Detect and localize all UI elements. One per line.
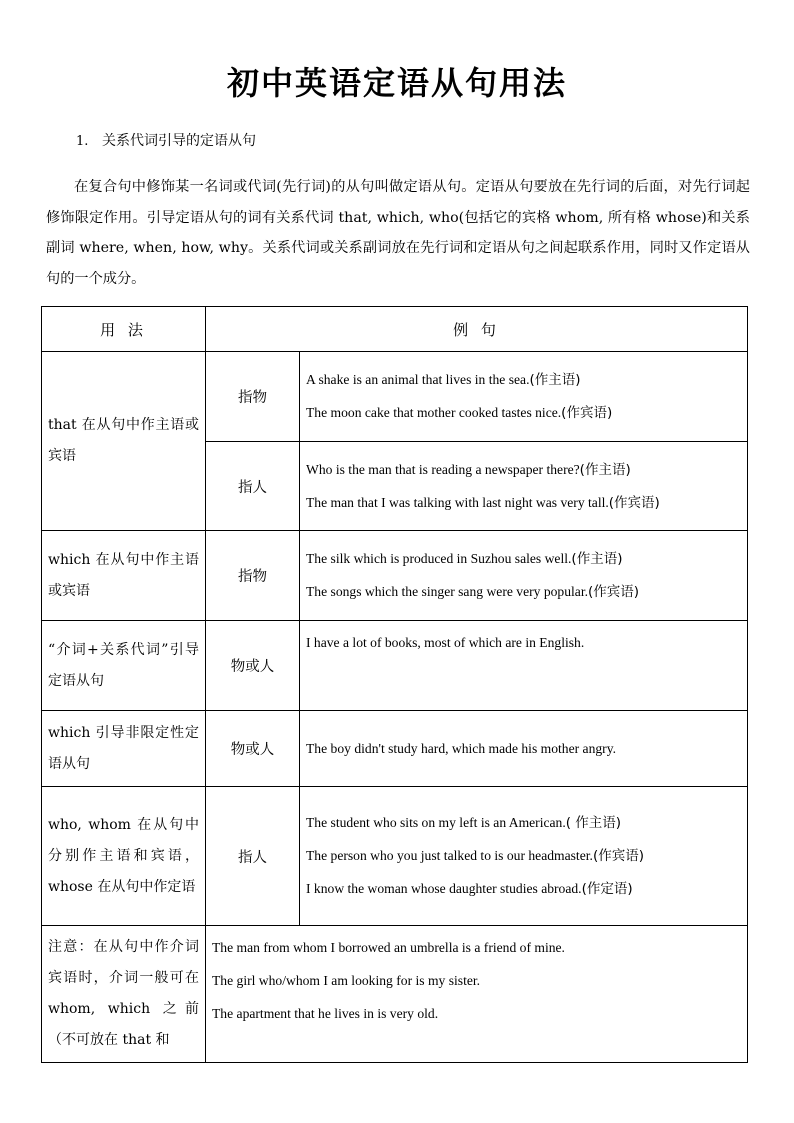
example-sentence: The moon cake that mother cooked tastes nice.(作宾语) bbox=[306, 405, 613, 421]
usage-cell: which 在从句中作主语或宾语 bbox=[42, 531, 206, 621]
header-usage: 用 法 bbox=[42, 307, 206, 352]
usage-cell: which 引导非限定性定语从句 bbox=[42, 711, 206, 787]
example-cell bbox=[300, 621, 748, 711]
section-title: 关系代词引导的定语从句 bbox=[102, 133, 256, 149]
example-cell bbox=[300, 531, 748, 621]
usage-cell: that 在从句中作主语或宾语 bbox=[42, 352, 206, 531]
section-number: 1. bbox=[76, 134, 89, 149]
type-cell: 物或人 bbox=[206, 621, 300, 711]
type-cell: 指人 bbox=[206, 442, 300, 531]
table-header-row bbox=[42, 307, 748, 352]
example-sentence: I have a lot of books, most of which are in English. bbox=[306, 635, 585, 650]
example-sentence: The man from whom I borrowed an umbrella is a friend of mine. bbox=[212, 940, 565, 955]
example-sentence: The apartment that he lives in is very old. bbox=[212, 1006, 439, 1021]
section-heading bbox=[76, 130, 256, 150]
usage-cell: who, whom 在从句中分别作主语和宾语，whose 在从句中作定语 bbox=[42, 787, 206, 926]
page-title: 初中英语定语从句用法 bbox=[226, 64, 567, 102]
example-cell bbox=[300, 711, 748, 787]
type-cell: 指人 bbox=[206, 787, 300, 926]
example-sentence: A shake is an animal that lives in the sea.(作主语) bbox=[306, 372, 581, 388]
type-cell: 物或人 bbox=[206, 711, 300, 787]
example-sentence: The girl who/whom I am looking for is my sister. bbox=[212, 973, 481, 988]
type-cell: 指物 bbox=[206, 352, 300, 442]
usage-table bbox=[41, 306, 748, 1063]
table-row bbox=[42, 621, 748, 711]
usage-cell: “介词+关系代词”引导定语从句 bbox=[42, 621, 206, 711]
table-row bbox=[42, 787, 748, 926]
table-row bbox=[42, 352, 748, 442]
example-cell bbox=[300, 442, 748, 531]
usage-cell: 注意：在从句中作介词宾语时，介词一般可在 whom, which 之前（不可放在 that 和 bbox=[42, 926, 206, 1063]
example-cell bbox=[300, 787, 748, 926]
example-sentence: The person who you just talked to is our headmaster.(作宾语) bbox=[306, 848, 644, 864]
table-row bbox=[42, 711, 748, 787]
header-examples: 例 句 bbox=[206, 307, 748, 352]
table-row bbox=[42, 926, 748, 1063]
intro-paragraph: 在复合句中修饰某一名词或代词(先行词)的从句叫做定语从句。定语从句要放在先行词的后面，对先行词起修饰限定作用。引导定语从句的词有关系代词 that, which, who(包括它的宾格 whom, 所有格 whose)和关系副词 where, when, how, why。关系代词或关系副词放在先行词和定语从句之间起联系作用，同时又作定语从句的一个成分。 bbox=[46, 179, 750, 287]
example-cell bbox=[206, 926, 748, 1063]
example-sentence: The student who sits on my left is an American.( 作主语) bbox=[306, 815, 622, 831]
type-cell: 指物 bbox=[206, 531, 300, 621]
table-row bbox=[42, 531, 748, 621]
example-sentence: The silk which is produced in Suzhou sales well.(作主语) bbox=[306, 551, 623, 567]
example-sentence: The boy didn't study hard, which made his mother angry. bbox=[306, 740, 617, 756]
example-sentence: Who is the man that is reading a newspaper there?(作主语) bbox=[306, 461, 631, 478]
example-cell bbox=[300, 352, 748, 442]
example-sentence: The man that I was talking with last night was very tall.(作宾语) bbox=[306, 494, 660, 511]
example-sentence: I know the woman whose daughter studies abroad.(作定语) bbox=[306, 881, 633, 897]
example-sentence: The songs which the singer sang were very popular.(作宾语) bbox=[306, 584, 640, 600]
